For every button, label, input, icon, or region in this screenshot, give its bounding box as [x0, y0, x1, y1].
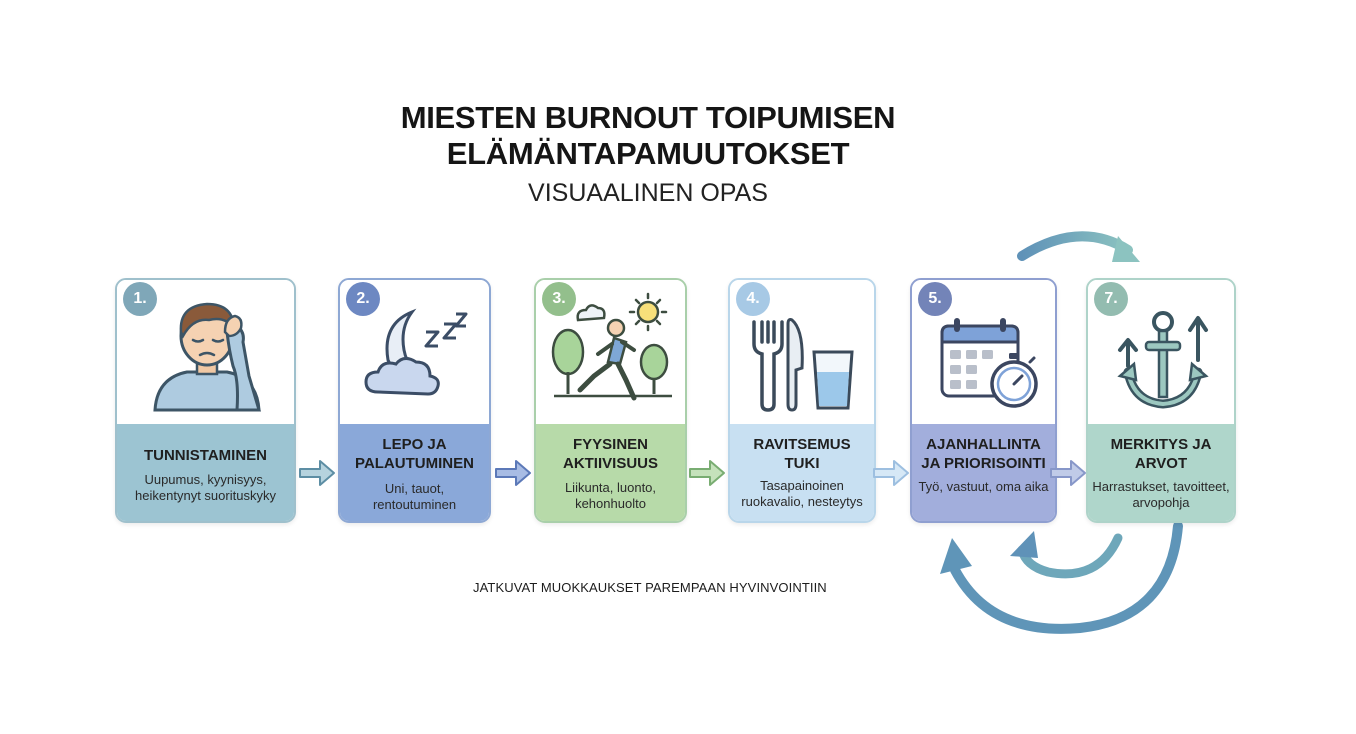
outer-cycle-arrow	[955, 526, 1178, 629]
flow-arrow-2-3	[494, 458, 532, 488]
step-description: Harrastukset, tavoitteet, arvopohja	[1092, 479, 1230, 510]
top-cycle-arrowhead	[1112, 236, 1140, 262]
step-title: LEPO JA PALAUTUMINEN	[355, 436, 474, 472]
step-description: Uni, tauot, rentoutuminen	[372, 481, 457, 512]
step-badge: 7.	[1094, 282, 1128, 316]
flow-arrow-4-5	[872, 458, 910, 488]
step-description: Tasapainoinen ruokavalio, nesteytys	[741, 478, 863, 509]
flow-arrow-3-4	[688, 458, 726, 488]
step-description: Uupumus, kyynisyys, heikentynyt suorituskyky	[135, 472, 276, 503]
step-band	[117, 424, 294, 521]
step-card-2	[338, 278, 491, 523]
top-cycle-arrow	[1022, 236, 1128, 256]
step-card-7	[1086, 278, 1236, 523]
step-card-3	[534, 278, 687, 523]
flow-arrow-5-7	[1049, 458, 1087, 488]
step-title: FYYSINEN AKTIIVISUUS	[562, 436, 658, 472]
step-description: Liikunta, luonto, kehonhuolto	[564, 480, 657, 511]
step-card-5	[910, 278, 1057, 523]
step-title: TUNNISTAMINEN	[143, 447, 268, 464]
step-badge: 5.	[918, 282, 952, 316]
step-badge: 2.	[346, 282, 380, 316]
footer-caption: JATKUVAT MUOKKAUKSET PAREMPAAN HYVINVOINTIIN	[473, 580, 827, 595]
subtitle: VISUAALINEN OPAS	[528, 179, 768, 207]
step-band	[730, 424, 874, 521]
step-badge: 3.	[542, 282, 576, 316]
step-badge: 1.	[123, 282, 157, 316]
outer-cycle-arrowhead	[940, 538, 972, 574]
step-title: AJANHALLINTA JA PRIORISOINTI	[921, 436, 1046, 472]
step-band	[340, 424, 489, 521]
step-card-1	[115, 278, 296, 523]
main-title-line-2: ELÄMÄNTAPAMUUTOKSET	[446, 136, 850, 171]
step-band	[912, 424, 1055, 521]
main-title-line-1: MIESTEN BURNOUT TOIPUMISEN	[400, 100, 896, 135]
step-badge: 4.	[736, 282, 770, 316]
flow-arrow-1-2	[298, 458, 336, 488]
inner-cycle-arrow	[1022, 538, 1118, 574]
step-title: RAVITSEMUS TUKI	[753, 436, 851, 472]
step-band	[536, 424, 685, 521]
step-title: MERKITYS JA ARVOT	[1110, 436, 1212, 472]
step-card-4	[728, 278, 876, 523]
title-block	[0, 100, 1296, 210]
step-description: Työ, vastuut, oma aika	[918, 479, 1049, 494]
inner-cycle-arrowhead	[1010, 531, 1038, 558]
step-band	[1088, 424, 1234, 521]
